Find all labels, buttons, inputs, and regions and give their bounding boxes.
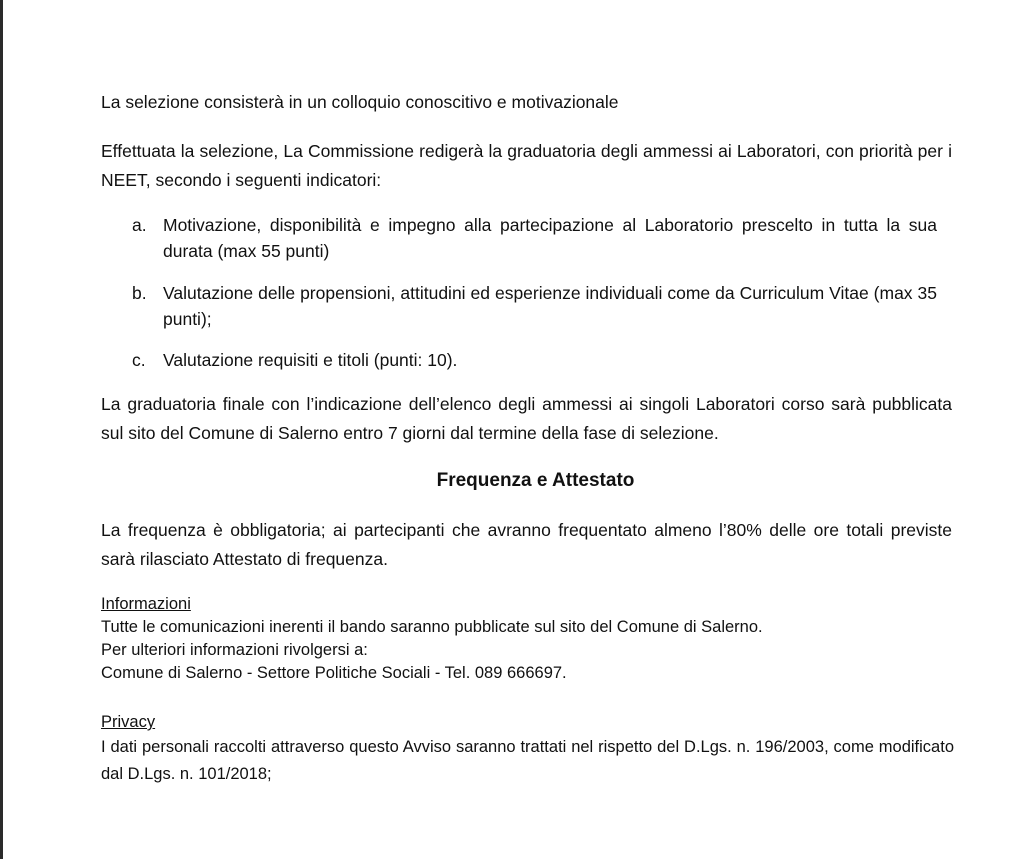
info-line: Tutte le comunicazioni inerenti il bando saranno pubblicate sul sito del Comune di Salerno. [101,618,763,636]
list-text: Motivazione, disponibilità e impegno alla partecipazione al Laboratorio prescelto in tutta la sua durata (max 55 punti) [163,215,937,261]
list-marker: b. [132,283,147,303]
info-line: Per ulteriori informazioni rivolgersi a: [101,641,368,659]
frequency-paragraph: La frequenza è obbligatoria; ai partecipanti che avranno frequentato almeno l’80% delle ore totali previste sarà rilasciato Attestato di frequenza. [101,520,952,569]
indicator-item-b [132,280,937,332]
list-text: Valutazione delle propensioni, attitudini ed esperienze individuali come da Curriculum Vitae (max 35 punti); [163,283,937,329]
list-marker: a. [132,215,147,235]
indicator-item-c [132,347,937,373]
intro-paragraph: La selezione consisterà in un colloquio conoscitivo e motivazionale [101,92,619,112]
privacy-title: Privacy [101,713,156,731]
info-title: Informazioni [101,595,191,613]
ranking-paragraph: La graduatoria finale con l’indicazione dell’elenco degli ammessi ai singoli Laboratori corso sarà pubblicata sul sito del Comune di Salerno entro 7 giorni dal termine della fase di selezione. [101,394,952,443]
list-marker: c. [132,350,146,370]
indicator-item-a [132,212,937,264]
selection-paragraph: Effettuata la selezione, La Commissione redigerà la graduatoria degli ammessi ai Laboratori, con priorità per i NEET, secondo i seguenti indicatori: [101,141,952,190]
info-section [101,593,954,685]
list-text: Valutazione requisiti e titoli (punti: 10). [163,350,458,370]
info-line: Comune di Salerno - Settore Politiche Sociali - Tel. 089 666697. [101,664,567,682]
privacy-section [101,711,954,788]
section-heading: Frequenza e Attestato [436,470,635,491]
privacy-text: I dati personali raccolti attraverso questo Avviso saranno trattati nel rispetto del D.Lgs. n. 196/2003, come modificato dal D.Lgs. n. 101/2018; [101,738,954,783]
